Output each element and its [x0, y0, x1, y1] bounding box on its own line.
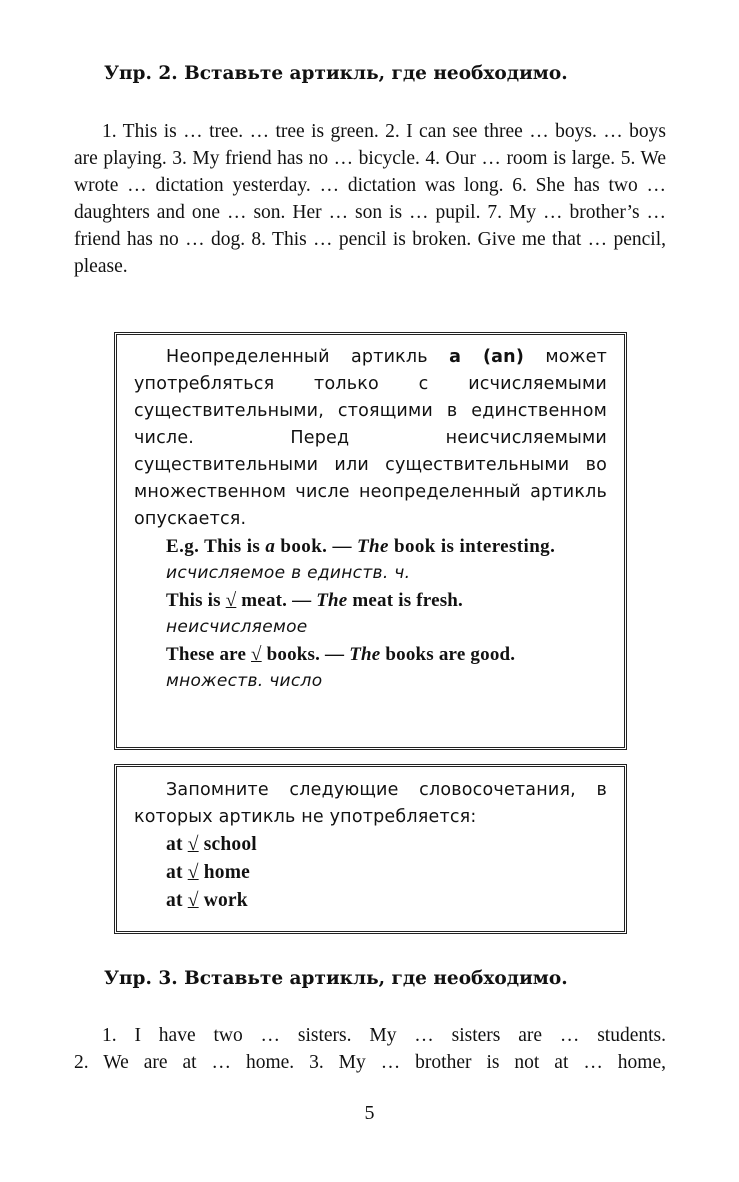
zero-article-mark: √	[187, 862, 199, 883]
example-plural	[166, 641, 607, 668]
example-text: book is interesting.	[388, 536, 556, 557]
phrase-preposition: at	[166, 890, 188, 911]
page-number: 5	[364, 1102, 375, 1124]
exercise-2-heading: Упр. 2. Вставьте артикль, где необходимо.	[104, 63, 568, 84]
example-text: E.g. This is	[166, 536, 266, 557]
example-article: a	[265, 536, 276, 557]
example-countable-singular	[166, 533, 607, 560]
rule-paragraph	[134, 344, 607, 533]
remember-intro: Запомните следующие словосочетания, в которых артикль не употребляется:	[134, 780, 607, 827]
phrase-noun: home	[198, 862, 250, 883]
example-text: books. —	[261, 644, 350, 665]
rule-text-rest: может употребляться только с исчисляемыми существительными, стоящими в единственном числе. Перед неисчисляемыми существительными или существительными во множественном числе неопределенный артикль опускается.	[134, 347, 607, 529]
example-text: These are	[166, 644, 252, 665]
zero-article-mark: √	[187, 890, 199, 911]
phrase-noun: work	[198, 890, 248, 911]
zero-article-mark: √	[187, 834, 199, 855]
exercise-3-line-1: 1. I have two … sisters. My … sisters are … students.	[102, 1025, 666, 1046]
example-text: meat is fresh.	[347, 590, 464, 611]
phrase-item	[166, 859, 607, 887]
exercise-3-line-2: 2. We are at … home. 3. My … brother is not at … home,	[74, 1052, 666, 1073]
remember-box-content	[134, 777, 607, 915]
remember-phrases-box	[114, 764, 627, 934]
rule-examples	[166, 533, 607, 695]
example-article: The	[349, 644, 381, 665]
phrase-preposition: at	[166, 862, 188, 883]
example-note: множеств. число	[166, 671, 323, 691]
rule-text-start: Неопределенный артикль	[166, 347, 450, 367]
rule-box-content	[134, 344, 607, 695]
exercise-2-text	[74, 118, 666, 280]
phrase-list	[166, 831, 607, 915]
phrase-item	[166, 887, 607, 915]
exercise-3-heading: Упр. 3. Вставьте артикль, где необходимо.	[104, 968, 568, 989]
phrase-noun: school	[198, 834, 257, 855]
zero-article-mark: √	[251, 644, 262, 665]
example-text: This is	[166, 590, 226, 611]
rule-article-term: a (an)	[449, 347, 525, 367]
indefinite-article-rule-box	[114, 332, 627, 750]
phrase-item	[166, 831, 607, 859]
example-text: meat. —	[236, 590, 317, 611]
exercise-3-text	[74, 1022, 666, 1076]
example-text: book. —	[275, 536, 358, 557]
example-note: исчисляемое в единств. ч.	[166, 563, 411, 583]
phrase-preposition: at	[166, 834, 188, 855]
exercise-2-paragraph: 1. This is … tree. … tree is green. 2. I can see three … boys. … boys are playing. 3. My friend has no … bicycle. 4. Our … room is large. 5. We wrote … dictation yesterday. … dictation was long. 6. She has two … daughters and one … son. Her … son is … pupil. 7. My … brother’s … friend has no … dog. 8. This … pencil is broken. Give me that … pencil, please.	[74, 121, 666, 277]
example-article: The	[316, 590, 348, 611]
example-note: неисчисляемое	[166, 617, 308, 637]
example-uncountable	[166, 587, 607, 614]
example-article: The	[357, 536, 389, 557]
zero-article-mark: √	[225, 590, 237, 611]
example-text: books are good.	[380, 644, 516, 665]
